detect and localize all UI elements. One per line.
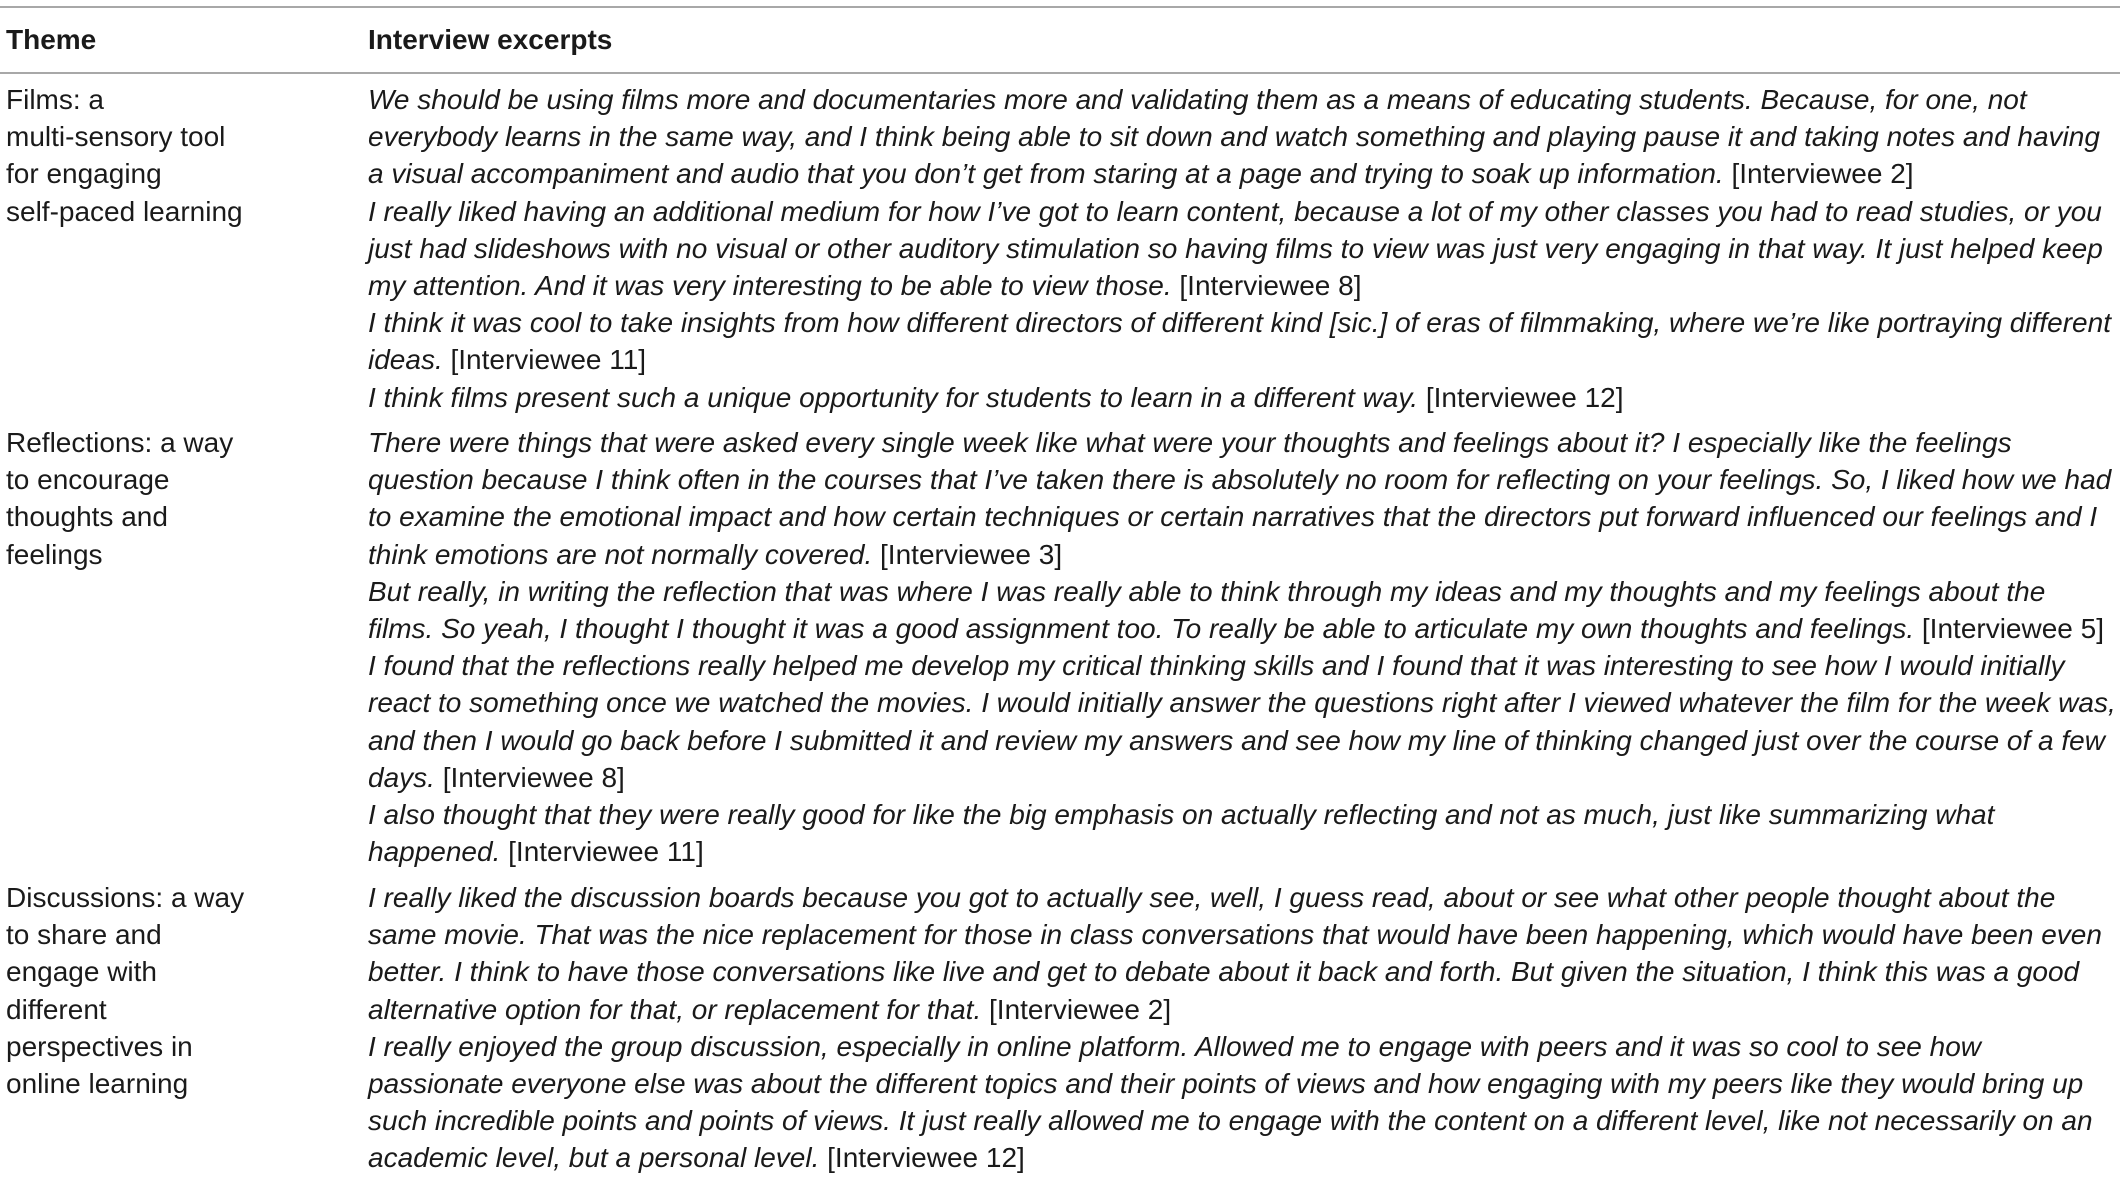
excerpt-quote: I really liked the discussion boards because you got to actually see, well, I guess read, about or see what other people thought about the same movie. That was the nice replacement for those in class conversations that would have been happening, which would have been even better. I think to have those conversations like live and get to debate about it back and forth. But given the situation, I think this was a good alternative option for that, or replacement for that. bbox=[368, 882, 2102, 1025]
header-theme: Theme bbox=[6, 24, 97, 55]
header-excerpts: Interview excerpts bbox=[368, 24, 613, 55]
excerpt-attribution: [Interviewee 8] bbox=[442, 761, 625, 793]
excerpt-quote: But really, in writing the reflection that was where I was really able to think through my ideas and my thoughts and my feelings about the films. So yeah, I thought I thought it was a good assignment too. To really be able to articulate my own thoughts and feelings. bbox=[368, 575, 2046, 645]
excerpt-quote: I think it was cool to take insights from how different directors of different kind [sic.] of eras of filmmaking, where we’re like portraying different ideas. bbox=[368, 307, 2111, 376]
excerpt bbox=[368, 573, 2118, 647]
excerpt-quote: There were things that were asked every single week like what were your thoughts and feelings about it? I especially like the feelings question because I think often in the courses that I’ve taken there is absolutely no room for reflecting on your feelings. So, I liked how we had to examine the emotional impact and how certain techniques or certain narratives that the directors put forward influenced our feelings and I think emotions are not normally covered. bbox=[368, 427, 2112, 570]
excerpts-cell bbox=[368, 424, 2118, 870]
excerpt bbox=[368, 879, 2118, 1028]
excerpt-attribution: [Interviewee 12] bbox=[1425, 381, 1624, 413]
theme-cell: Reflections: a way to encourage thoughts and feelings bbox=[6, 427, 234, 570]
excerpt-attribution: [Interviewee 2] bbox=[1731, 158, 1914, 190]
excerpts-cell bbox=[368, 81, 2118, 416]
excerpt-attribution: [Interviewee 5] bbox=[1921, 613, 2105, 645]
excerpt-quote: I think films present such a unique opportunity for students to learn in a different way. bbox=[368, 381, 1419, 413]
excerpt bbox=[368, 81, 2118, 193]
excerpt-attribution: [Interviewee 11] bbox=[450, 344, 647, 376]
excerpt-attribution: [Interviewee 2] bbox=[989, 993, 1172, 1025]
excerpt-quote: We should be using films more and documentaries more and validating them as a means of educating students. Because, for one, not everybody learns in the same way, and I think being able to sit down and watch something and playing pause it and taking notes and having a visual accompaniment and audio that you don’t get from staring at a page and trying to soak up information. bbox=[368, 84, 2100, 190]
excerpt-attribution: [Interviewee 8] bbox=[1179, 270, 1362, 302]
excerpt-quote: I really enjoyed the group discussion, especially in online platform. Allowed me to engage with peers and it was so cool to see how passionate everyone else was about the different topics and their points of views and how engaging with my peers like they would bring up such incredible points and points of views. It just really allowed me to engage with the content on a different level, like not necessarily on an academic level, but a personal level. bbox=[368, 1030, 2093, 1174]
excerpt-quote: I also thought that they were really good for like the big emphasis on actually reflecting and not as much, just like summarizing what happened. bbox=[368, 799, 1995, 868]
table-header bbox=[0, 8, 2120, 74]
excerpt-attribution: [Interviewee 12] bbox=[827, 1142, 1025, 1174]
excerpt-quote: I found that the reflections really helped me develop my critical thinking skills and I found that it was interesting to see how I would initially react to something once we watched the movies. I would initially answer the questions right after I viewed whatever the film for the week was, and then I would go back before I submitted it and review my answers and see how my line of thinking changed just over the course of a few days. bbox=[368, 650, 2116, 793]
excerpts-cell bbox=[368, 879, 2118, 1177]
theme-cell: Discussions: a way to share and engage with different perspectives in online learning bbox=[6, 882, 245, 1100]
excerpt bbox=[368, 424, 2118, 573]
excerpt bbox=[368, 379, 2118, 416]
excerpt bbox=[368, 193, 2118, 305]
excerpt bbox=[368, 796, 2118, 870]
excerpt bbox=[368, 304, 2118, 378]
excerpt bbox=[368, 1028, 2118, 1177]
excerpt-quote: I really liked having an additional medium for how I’ve got to learn content, because a lot of my other classes you had to read studies, or you just had slideshows with no visual or other auditory stimulation so having films to view was just very engaging in that way. It just helped keep my attention. And it was very interesting to be able to view those. bbox=[368, 195, 2103, 302]
theme-cell: Films: a multi-sensory tool for engaging self-paced learning bbox=[6, 84, 243, 227]
excerpt bbox=[368, 647, 2118, 796]
excerpt-attribution: [Interviewee 3] bbox=[880, 538, 1063, 570]
excerpt-attribution: [Interviewee 11] bbox=[508, 836, 704, 868]
